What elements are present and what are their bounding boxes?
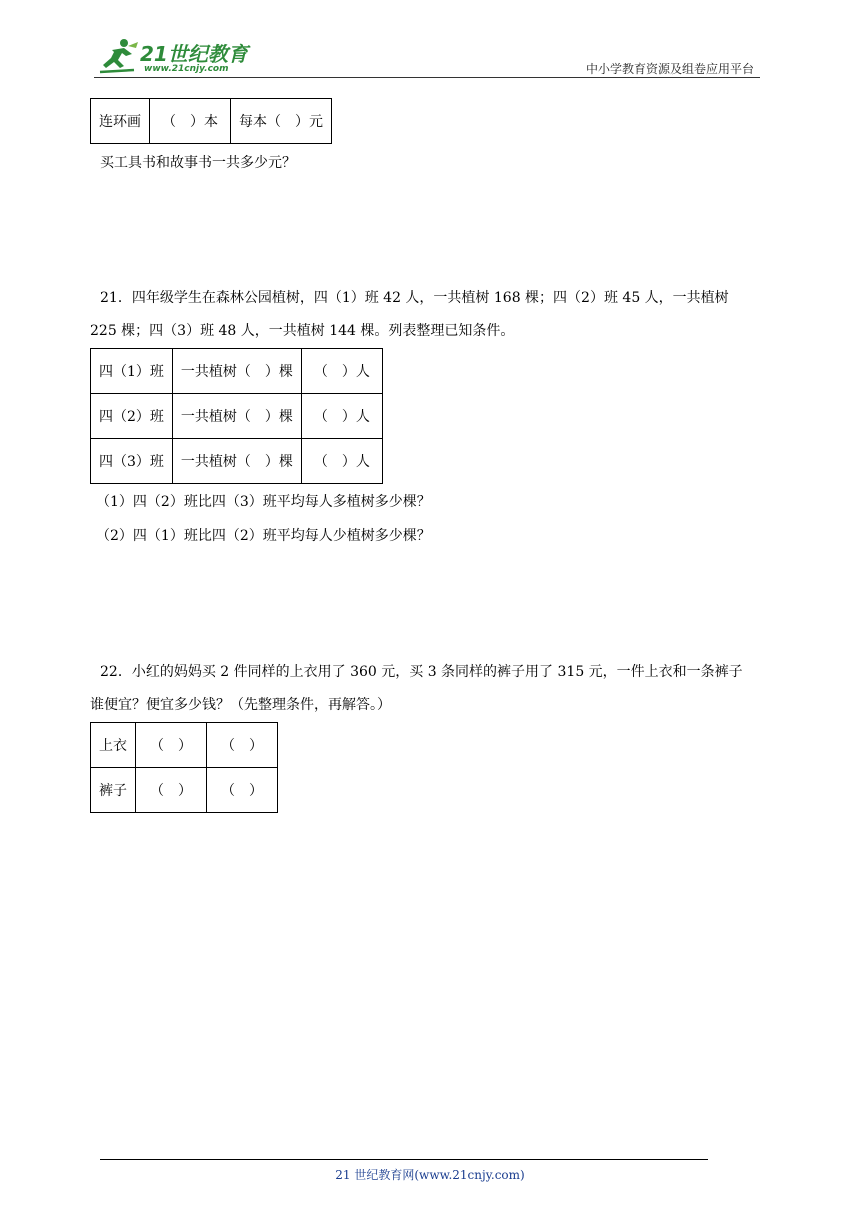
table-cell: 一共植树（ ）棵: [172, 439, 301, 484]
table-cell: 连环画: [91, 99, 150, 144]
table-cell: （ ）: [207, 723, 278, 768]
q21-line-2: 225 棵；四（3）班 48 人，一共植树 144 棵。列表整理已知条件。: [90, 323, 515, 339]
table-cell: （ ）人: [301, 394, 382, 439]
table-row: [91, 394, 383, 439]
q21-line-1: 21．四年级学生在森林公园植树，四（1）班 42 人，一共植树 168 棵；四（2）班 45 人，一共植树: [100, 290, 729, 306]
q21-table: [90, 348, 383, 484]
question-text: 买工具书和故事书一共多少元？: [100, 155, 296, 171]
table-row: [91, 99, 332, 144]
table-cell: 上衣: [91, 723, 136, 768]
logo-url: www.21cnjy.com: [144, 64, 229, 74]
table-row: [91, 439, 383, 484]
table-cell: （ ）: [136, 723, 207, 768]
table-cell: 每本（ ）元: [231, 99, 332, 144]
table-row: [91, 768, 278, 813]
comics-table: [90, 98, 332, 144]
logo-wordmark: 21世纪教育: [140, 42, 248, 66]
header-divider: [94, 77, 760, 78]
q21-sub-question-2: （2）四（1）班比四（2）班平均每人少植树多少棵？: [96, 528, 431, 544]
table-cell: （ ）本: [150, 99, 231, 144]
table-cell: 裤子: [91, 768, 136, 813]
q21-sub-question-1: （1）四（2）班比四（3）班平均每人多植树多少棵？: [96, 494, 431, 510]
header-platform-text: 中小学教育资源及组卷应用平台: [585, 62, 754, 76]
table-cell: （ ）人: [301, 349, 382, 394]
table-cell: 四（1）班: [91, 349, 173, 394]
table-cell: 四（3）班: [91, 439, 173, 484]
table-cell: （ ）: [207, 768, 278, 813]
table-cell: 一共植树（ ）棵: [172, 394, 301, 439]
table-cell: 一共植树（ ）棵: [172, 349, 301, 394]
table-cell: （ ）人: [301, 439, 382, 484]
site-logo: [94, 36, 264, 78]
footer-divider: [100, 1159, 708, 1160]
table-row: [91, 723, 278, 768]
q22-line-2: 谁便宜？便宜多少钱？（先整理条件，再解答。）: [90, 697, 391, 713]
q22-table: [90, 722, 278, 813]
table-cell: 四（2）班: [91, 394, 173, 439]
table-cell: （ ）: [136, 768, 207, 813]
q22-line-1: 22．小红的妈妈买 2 件同样的上衣用了 360 元，买 3 条同样的裤子用了 315 元，一件上衣和一条裤子: [100, 664, 743, 680]
table-row: [91, 349, 383, 394]
footer-link[interactable]: 21 世纪教育网(www.21cnjy.com): [335, 1168, 525, 1182]
